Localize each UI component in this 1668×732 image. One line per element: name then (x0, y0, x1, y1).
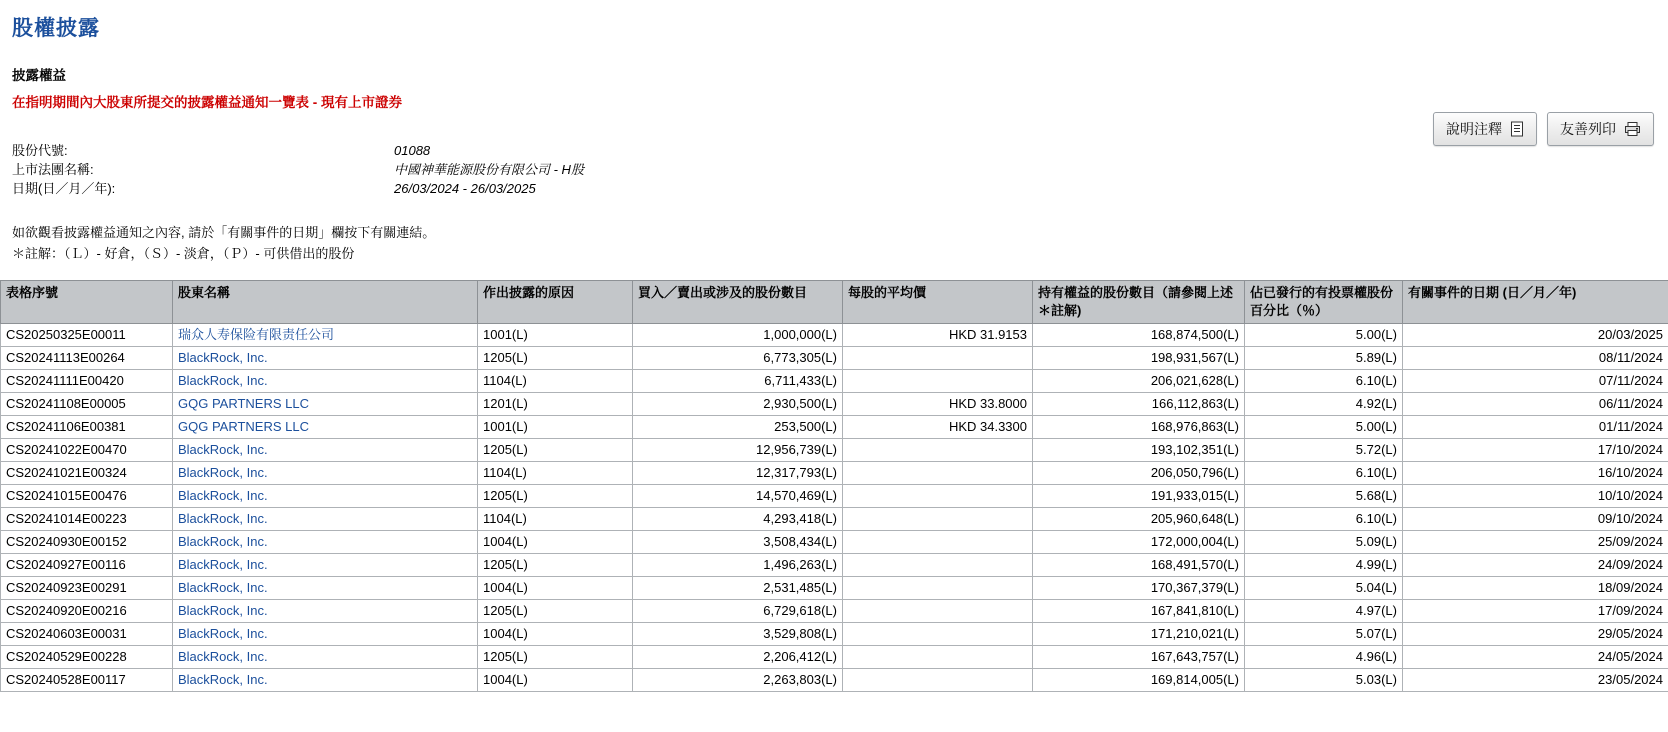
instruction-line-1: 如欲觀看披露權益通知之內容, 請於「有關事件的日期」欄按下有關連結。 (12, 222, 1668, 243)
cell-percent: 5.89(L) (1245, 347, 1403, 370)
cell-price (843, 554, 1033, 577)
meta-row-company (12, 160, 1668, 179)
cell-reason: 1205(L) (478, 439, 633, 462)
cell-percent: 5.68(L) (1245, 485, 1403, 508)
cell-reason: 1205(L) (478, 600, 633, 623)
table-body (1, 324, 1668, 692)
cell-serial: CS20241015E00476 (1, 485, 173, 508)
cell-serial: CS20240923E00291 (1, 577, 173, 600)
page-title: 股權披露 (12, 12, 1668, 42)
cell-holding: 205,960,648(L) (1033, 508, 1245, 531)
cell-percent: 4.99(L) (1245, 554, 1403, 577)
cell-event-date[interactable]: 18/09/2024 (1403, 577, 1668, 600)
column-header-percent: 佔已發行的有投票權股份百分比（％） (1245, 281, 1403, 324)
cell-event-date[interactable]: 24/09/2024 (1403, 554, 1668, 577)
cell-price: HKD 31.9153 (843, 324, 1033, 347)
cell-percent: 6.10(L) (1245, 508, 1403, 531)
cell-shares: 14,570,469(L) (633, 485, 843, 508)
cell-price: HKD 34.3300 (843, 416, 1033, 439)
cell-shares: 4,293,418(L) (633, 508, 843, 531)
cell-price (843, 531, 1033, 554)
cell-event-date[interactable]: 01/11/2024 (1403, 416, 1668, 439)
column-header-holding: 持有權益的股份數目（請參閱上述＊註解) (1033, 281, 1245, 324)
cell-serial: CS20240529E00228 (1, 646, 173, 669)
table-row (1, 439, 1668, 462)
cell-reason: 1004(L) (478, 669, 633, 692)
column-header-name: 股東名稱 (173, 281, 478, 324)
cell-reason: 1205(L) (478, 554, 633, 577)
cell-name: GQG PARTNERS LLC (173, 416, 478, 439)
cell-event-date[interactable]: 07/11/2024 (1403, 370, 1668, 393)
meta-row-code (12, 141, 1668, 160)
meta-label-company: 上市法團名稱: (12, 160, 394, 179)
column-header-price: 每股的平均價 (843, 281, 1033, 324)
table-row (1, 554, 1668, 577)
cell-serial: CS20241022E00470 (1, 439, 173, 462)
meta-label-date: 日期(日／月／年): (12, 179, 394, 198)
cell-event-date[interactable]: 10/10/2024 (1403, 485, 1668, 508)
print-button[interactable] (1547, 112, 1654, 146)
print-button-label: 友善列印 (1560, 119, 1616, 139)
cell-serial: CS20240930E00152 (1, 531, 173, 554)
cell-serial: CS20241106E00381 (1, 416, 173, 439)
cell-name: BlackRock, Inc. (173, 669, 478, 692)
cell-price (843, 462, 1033, 485)
cell-shares: 1,496,263(L) (633, 554, 843, 577)
cell-event-date[interactable]: 24/05/2024 (1403, 646, 1668, 669)
cell-reason: 1104(L) (478, 462, 633, 485)
cell-shares: 2,263,803(L) (633, 669, 843, 692)
cell-reason: 1205(L) (478, 347, 633, 370)
cell-percent: 5.00(L) (1245, 324, 1403, 347)
cell-holding: 191,933,015(L) (1033, 485, 1245, 508)
cell-shares: 12,956,739(L) (633, 439, 843, 462)
cell-shares: 2,930,500(L) (633, 393, 843, 416)
stock-meta (12, 141, 1668, 198)
instruction-line-2: ＊註解：（Ｌ）- 好倉，（Ｓ）- 淡倉，（Ｐ）- 可供借出的股份 (12, 243, 1668, 264)
cell-percent: 5.07(L) (1245, 623, 1403, 646)
cell-name: GQG PARTNERS LLC (173, 393, 478, 416)
cell-holding: 206,021,628(L) (1033, 370, 1245, 393)
cell-percent: 6.10(L) (1245, 370, 1403, 393)
cell-serial: CS20241108E00005 (1, 393, 173, 416)
cell-event-date[interactable]: 09/10/2024 (1403, 508, 1668, 531)
cell-holding: 198,931,567(L) (1033, 347, 1245, 370)
cell-percent: 4.96(L) (1245, 646, 1403, 669)
cell-shares: 3,508,434(L) (633, 531, 843, 554)
cell-shares: 2,206,412(L) (633, 646, 843, 669)
cell-price (843, 646, 1033, 669)
cell-shares: 2,531,485(L) (633, 577, 843, 600)
cell-holding: 170,367,379(L) (1033, 577, 1245, 600)
table-row (1, 462, 1668, 485)
cell-name: BlackRock, Inc. (173, 347, 478, 370)
cell-name: BlackRock, Inc. (173, 623, 478, 646)
meta-value-date: 26/03/2024 - 26/03/2025 (394, 179, 536, 198)
cell-percent: 6.10(L) (1245, 462, 1403, 485)
cell-holding: 168,976,863(L) (1033, 416, 1245, 439)
table-row (1, 646, 1668, 669)
table-row (1, 485, 1668, 508)
cell-holding: 168,874,500(L) (1033, 324, 1245, 347)
instructions (12, 222, 1668, 264)
notes-button[interactable] (1433, 112, 1537, 146)
cell-name: BlackRock, Inc. (173, 370, 478, 393)
cell-name: BlackRock, Inc. (173, 600, 478, 623)
cell-reason: 1004(L) (478, 531, 633, 554)
cell-percent: 5.04(L) (1245, 577, 1403, 600)
cell-event-date[interactable]: 06/11/2024 (1403, 393, 1668, 416)
table-row (1, 508, 1668, 531)
table-row (1, 393, 1668, 416)
cell-event-date[interactable]: 16/10/2024 (1403, 462, 1668, 485)
section-subtitle: 披露權益 (12, 64, 1668, 84)
cell-reason: 1104(L) (478, 508, 633, 531)
cell-reason: 1001(L) (478, 416, 633, 439)
cell-holding: 167,841,810(L) (1033, 600, 1245, 623)
cell-percent: 4.92(L) (1245, 393, 1403, 416)
column-header-shares: 買入／賣出或涉及的股份數目 (633, 281, 843, 324)
table-row (1, 324, 1668, 347)
cell-percent: 5.72(L) (1245, 439, 1403, 462)
table-row (1, 416, 1668, 439)
table-row (1, 577, 1668, 600)
cell-reason: 1004(L) (478, 623, 633, 646)
cell-price (843, 439, 1033, 462)
cell-reason: 1001(L) (478, 324, 633, 347)
cell-shares: 6,773,305(L) (633, 347, 843, 370)
cell-holding: 167,643,757(L) (1033, 646, 1245, 669)
disclosure-page (0, 12, 1668, 732)
table-row (1, 531, 1668, 554)
cell-serial: CS20241021E00324 (1, 462, 173, 485)
cell-reason: 1201(L) (478, 393, 633, 416)
meta-value-company: 中國神華能源股份有限公司 - H股 (394, 160, 584, 179)
cell-price (843, 508, 1033, 531)
cell-name: BlackRock, Inc. (173, 554, 478, 577)
cell-percent: 5.09(L) (1245, 531, 1403, 554)
cell-holding: 171,210,021(L) (1033, 623, 1245, 646)
cell-price (843, 577, 1033, 600)
cell-reason: 1205(L) (478, 646, 633, 669)
cell-reason: 1004(L) (478, 577, 633, 600)
cell-shares: 1,000,000(L) (633, 324, 843, 347)
cell-shares: 6,729,618(L) (633, 600, 843, 623)
table-row (1, 347, 1668, 370)
cell-price (843, 485, 1033, 508)
cell-price: HKD 33.8000 (843, 393, 1033, 416)
cell-event-date[interactable]: 23/05/2024 (1403, 669, 1668, 692)
cell-serial: CS20240528E00117 (1, 669, 173, 692)
cell-holding: 168,491,570(L) (1033, 554, 1245, 577)
cell-holding: 169,814,005(L) (1033, 669, 1245, 692)
cell-event-date[interactable]: 25/09/2024 (1403, 531, 1668, 554)
cell-name: BlackRock, Inc. (173, 439, 478, 462)
cell-name: BlackRock, Inc. (173, 462, 478, 485)
column-header-serial: 表格序號 (1, 281, 173, 324)
cell-name: BlackRock, Inc. (173, 646, 478, 669)
table-row (1, 370, 1668, 393)
cell-price (843, 623, 1033, 646)
printer-icon (1624, 121, 1641, 137)
table-row (1, 669, 1668, 692)
column-header-event-date: 有關事件的日期 (日／月／年) (1403, 281, 1668, 324)
cell-serial: CS20241111E00420 (1, 370, 173, 393)
cell-percent: 4.97(L) (1245, 600, 1403, 623)
section-description: 在指明期間內大股東所提交的披露權益通知一覽表 - 現有上市證券 (12, 91, 1668, 111)
meta-label-code: 股份代號: (12, 141, 394, 160)
cell-price (843, 669, 1033, 692)
disclosure-table (0, 280, 1668, 692)
meta-value-code: 01088 (394, 141, 430, 160)
cell-shares: 3,529,808(L) (633, 623, 843, 646)
cell-name: 瑞众人寿保险有限责任公司 (173, 324, 478, 347)
document-icon (1510, 121, 1524, 137)
column-header-reason: 作出披露的原因 (478, 281, 633, 324)
notes-button-label: 說明注釋 (1446, 119, 1502, 139)
cell-event-date[interactable]: 17/10/2024 (1403, 439, 1668, 462)
cell-serial: CS20250325E00011 (1, 324, 173, 347)
cell-event-date[interactable]: 08/11/2024 (1403, 347, 1668, 370)
toolbar (1433, 112, 1654, 146)
cell-name: BlackRock, Inc. (173, 508, 478, 531)
cell-serial: CS20240920E00216 (1, 600, 173, 623)
cell-price (843, 370, 1033, 393)
cell-serial: CS20240603E00031 (1, 623, 173, 646)
cell-shares: 12,317,793(L) (633, 462, 843, 485)
cell-percent: 5.03(L) (1245, 669, 1403, 692)
cell-price (843, 600, 1033, 623)
cell-event-date[interactable]: 20/03/2025 (1403, 324, 1668, 347)
cell-name: BlackRock, Inc. (173, 485, 478, 508)
cell-reason: 1104(L) (478, 370, 633, 393)
cell-holding: 172,000,004(L) (1033, 531, 1245, 554)
cell-shares: 253,500(L) (633, 416, 843, 439)
cell-holding: 166,112,863(L) (1033, 393, 1245, 416)
cell-serial: CS20241014E00223 (1, 508, 173, 531)
cell-shares: 6,711,433(L) (633, 370, 843, 393)
cell-name: BlackRock, Inc. (173, 531, 478, 554)
cell-event-date[interactable]: 29/05/2024 (1403, 623, 1668, 646)
table-header-row (1, 281, 1668, 324)
table-row (1, 623, 1668, 646)
cell-serial: CS20241113E00264 (1, 347, 173, 370)
cell-serial: CS20240927E00116 (1, 554, 173, 577)
cell-holding: 206,050,796(L) (1033, 462, 1245, 485)
cell-price (843, 347, 1033, 370)
cell-percent: 5.00(L) (1245, 416, 1403, 439)
cell-holding: 193,102,351(L) (1033, 439, 1245, 462)
cell-event-date[interactable]: 17/09/2024 (1403, 600, 1668, 623)
meta-row-date (12, 179, 1668, 198)
table-row (1, 600, 1668, 623)
cell-reason: 1205(L) (478, 485, 633, 508)
cell-name: BlackRock, Inc. (173, 577, 478, 600)
